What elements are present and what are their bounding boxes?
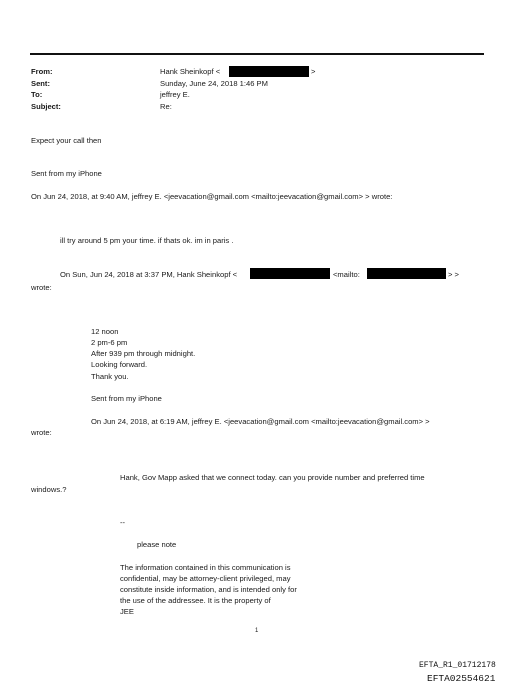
header-rule: [30, 53, 484, 55]
disclaimer-line-1: The information contained in this communication is: [120, 563, 291, 572]
bates-number-1: EFTA_R1_01712178: [419, 661, 496, 670]
disclaimer-line-4: the use of the addressee. It is the property of: [120, 596, 271, 605]
redaction-from-email: [229, 66, 309, 77]
quote2-header: On Sun, Jun 24, 2018 at 3:37 PM, Hank Sheinkopf <: [60, 270, 238, 279]
hank-message-cont: windows.?: [31, 485, 67, 494]
quote3-wrote: wrote:: [31, 428, 52, 437]
quote1-text: ill try around 5 pm your time. if thats ok. im in paris .: [60, 236, 234, 245]
subject-label: Subject:: [31, 102, 61, 111]
please-note: please note: [137, 540, 177, 549]
schedule-line-2: 2 pm-6 pm: [91, 338, 128, 347]
quote2-close: > >: [448, 270, 459, 279]
quote1-header: On Jun 24, 2018, at 9:40 AM, jeffrey E. <jeevacation@gmail.com <mailto:jeevacation@gmail.com> > wrote:: [31, 192, 393, 201]
subject-value: Re:: [160, 102, 172, 111]
sent-value: Sunday, June 24, 2018 1:46 PM: [160, 79, 268, 88]
bates-number-2: EFTA02554621: [427, 673, 496, 684]
hank-message: Hank, Gov Mapp asked that we connect today. can you provide number and preferred time: [120, 473, 425, 482]
redaction-quote2-email: [250, 268, 330, 279]
to-label: To:: [31, 90, 43, 99]
disclaimer-line-2: confidential, may be attorney-client privileged, may: [120, 574, 291, 583]
schedule-line-5: Thank you.: [91, 372, 129, 381]
signature-dashes: --: [120, 518, 126, 527]
quote2-wrote: wrote:: [31, 283, 52, 292]
sent-iphone-2: Sent from my iPhone: [91, 394, 162, 403]
body-line-expect: Expect your call then: [31, 136, 102, 145]
disclaimer-line-5: JEE: [120, 607, 134, 616]
schedule-line-1: 12 noon: [91, 327, 119, 336]
page-number: 1: [255, 628, 259, 634]
to-value: jeffrey E.: [160, 90, 190, 99]
redaction-quote2-mailto: [367, 268, 446, 279]
body-line-sent-iphone: Sent from my iPhone: [31, 169, 102, 178]
sent-label: Sent:: [31, 79, 50, 88]
disclaimer-line-3: constitute inside information, and is intended only for: [120, 585, 297, 594]
quote3-header: On Jun 24, 2018, at 6:19 AM, jeffrey E. <jeevacation@gmail.com <mailto:jeevacation@gmail.com> >: [91, 417, 430, 426]
from-value: Hank Sheinkopf <: [160, 67, 221, 76]
schedule-line-3: After 939 pm through midnight.: [91, 349, 196, 358]
from-close: >: [311, 67, 316, 76]
schedule-line-4: Looking forward.: [91, 360, 148, 369]
quote2-mailto: <mailto:: [333, 270, 360, 279]
from-label: From:: [31, 67, 53, 76]
